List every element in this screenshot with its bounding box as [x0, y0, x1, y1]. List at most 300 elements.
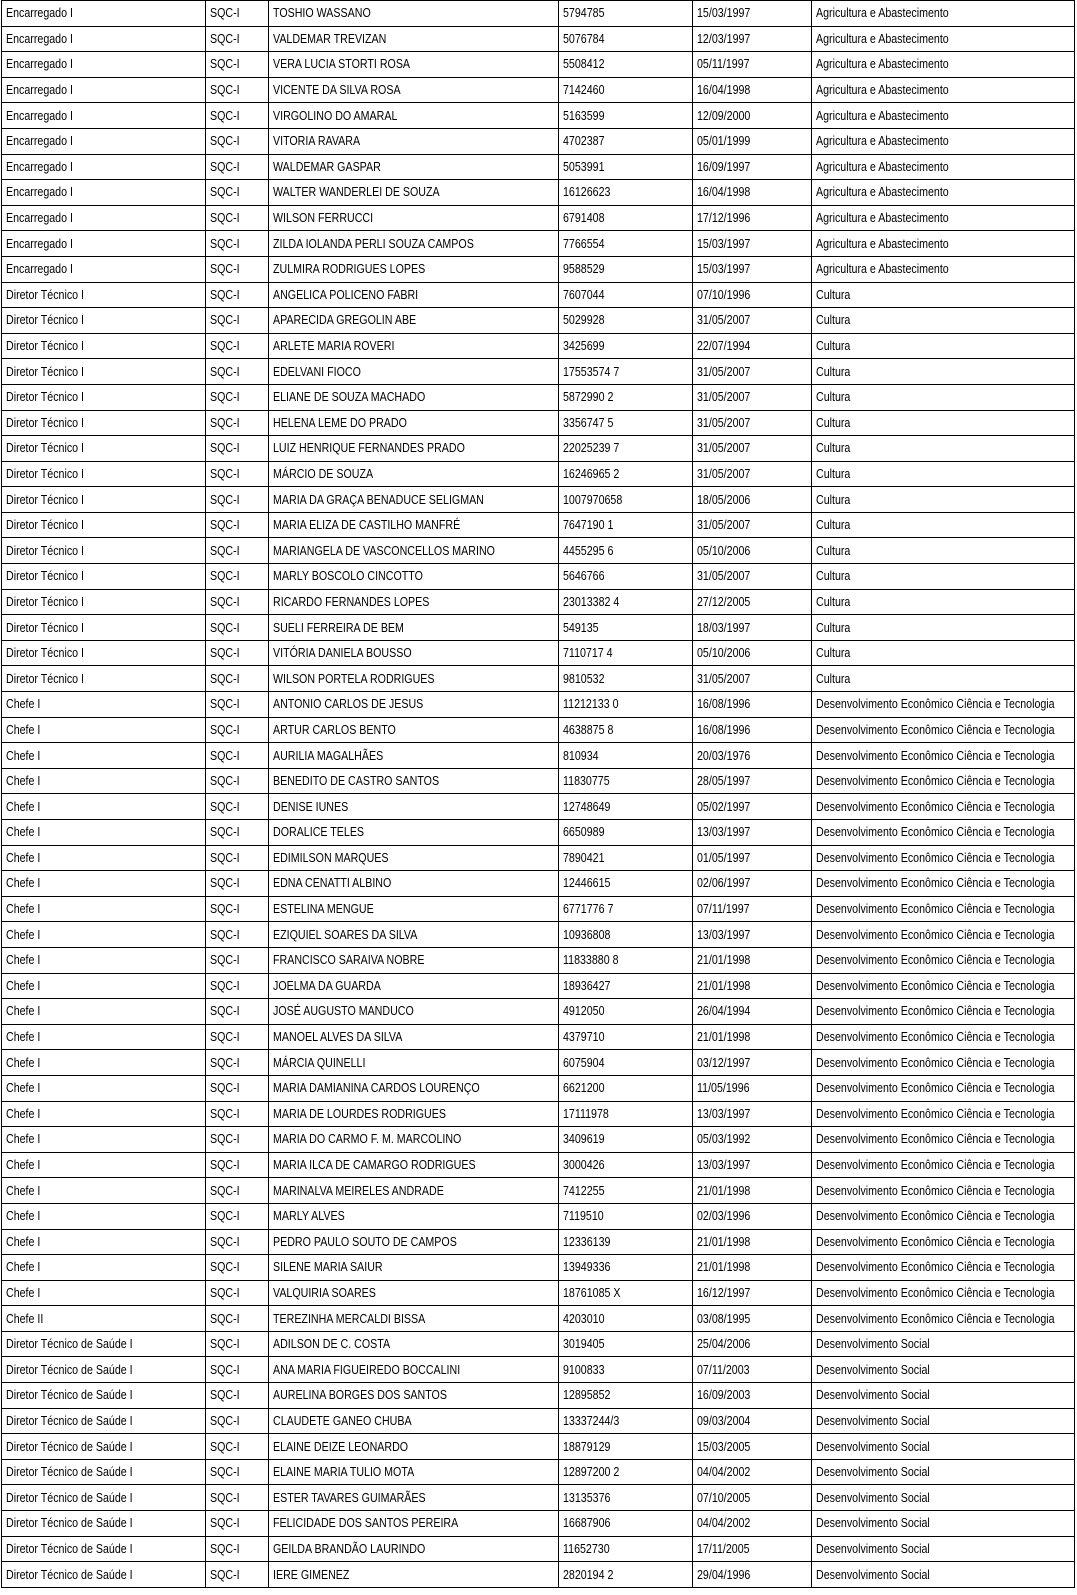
cell-secretaria-text: Cultura	[816, 465, 851, 481]
cell-data-text: 16/12/1997	[697, 1284, 751, 1300]
cell-nome	[269, 1511, 559, 1537]
cell-cargo-text: Chefe I	[6, 1233, 41, 1249]
cell-data-text: 09/03/2004	[697, 1412, 751, 1428]
cell-data	[693, 256, 812, 282]
cell-data-text: 27/12/2005	[697, 593, 751, 609]
cell-nome	[269, 1357, 559, 1383]
cell-ref-text: SQC-I	[210, 1336, 240, 1352]
cell-data	[693, 231, 812, 257]
cell-nome-text: ANTONIO CARLOS DE JESUS	[273, 696, 424, 712]
cell-rg-text: 18761085 X	[563, 1284, 621, 1300]
cell-data-text: 12/03/1997	[697, 30, 751, 46]
cell-ref	[206, 282, 269, 308]
cell-ref-text: SQC-I	[210, 1540, 240, 1556]
cell-cargo	[2, 768, 206, 794]
cell-data-text: 16/09/2003	[697, 1387, 751, 1403]
table-row	[2, 52, 1075, 78]
cell-nome	[269, 256, 559, 282]
table-row	[2, 922, 1075, 948]
cell-ref-text: SQC-I	[210, 645, 240, 661]
cell-secretaria	[812, 1562, 1075, 1588]
cell-nome-text: TEREZINHA MERCALDI BISSA	[273, 1310, 426, 1326]
table-row	[2, 512, 1075, 538]
cell-secretaria	[812, 538, 1075, 564]
cell-ref	[206, 436, 269, 462]
cell-cargo-text: Diretor Técnico I	[6, 338, 85, 354]
cell-secretaria-text: Desenvolvimento Econômico Ciência e Tecnologia	[816, 696, 1055, 712]
table-row	[2, 77, 1075, 103]
cell-ref-text: SQC-I	[210, 440, 240, 456]
table-row	[2, 1357, 1075, 1383]
cell-ref	[206, 1, 269, 27]
cell-cargo	[2, 1511, 206, 1537]
cell-cargo-text: Chefe I	[6, 1003, 41, 1019]
cell-nome-text: ESTER TAVARES GUIMARÃES	[273, 1489, 426, 1505]
cell-secretaria-text: Desenvolvimento Econômico Ciência e Tecnologia	[816, 1310, 1055, 1326]
cell-data	[693, 128, 812, 154]
cell-cargo	[2, 1536, 206, 1562]
employee-table	[1, 0, 1075, 1588]
cell-ref	[206, 1434, 269, 1460]
cell-secretaria	[812, 410, 1075, 436]
cell-rg	[559, 896, 693, 922]
cell-ref-text: SQC-I	[210, 952, 240, 968]
cell-secretaria-text: Desenvolvimento Social	[816, 1336, 930, 1352]
cell-cargo	[2, 1127, 206, 1153]
cell-secretaria-text: Cultura	[816, 389, 851, 405]
cell-nome	[269, 1050, 559, 1076]
cell-nome	[269, 896, 559, 922]
cell-cargo-text: Diretor Técnico I	[6, 645, 85, 661]
cell-secretaria	[812, 973, 1075, 999]
cell-nome-text: WALTER WANDERLEI DE SOUZA	[273, 184, 440, 200]
cell-ref	[206, 564, 269, 590]
cell-data-text: 13/03/1997	[697, 824, 751, 840]
cell-cargo-text: Chefe I	[6, 824, 41, 840]
cell-data-text: 13/03/1997	[697, 1105, 751, 1121]
cell-rg-text: 5508412	[563, 56, 605, 72]
cell-secretaria	[812, 1152, 1075, 1178]
cell-secretaria-text: Desenvolvimento Econômico Ciência e Tecnologia	[816, 977, 1055, 993]
cell-secretaria-text: Desenvolvimento Econômico Ciência e Tecnologia	[816, 1029, 1055, 1045]
cell-cargo	[2, 128, 206, 154]
cell-nome	[269, 154, 559, 180]
cell-rg-text: 13949336	[563, 1259, 611, 1275]
cell-data-text: 05/02/1997	[697, 798, 751, 814]
cell-data	[693, 768, 812, 794]
cell-ref	[206, 1255, 269, 1281]
cell-data	[693, 282, 812, 308]
cell-secretaria	[812, 1408, 1075, 1434]
cell-ref-text: SQC-I	[210, 286, 240, 302]
cell-ref	[206, 1511, 269, 1537]
cell-ref-text: SQC-I	[210, 1080, 240, 1096]
table-row	[2, 461, 1075, 487]
cell-secretaria	[812, 1434, 1075, 1460]
cell-nome	[269, 308, 559, 334]
cell-nome-text: ZILDA IOLANDA PERLI SOUZA CAMPOS	[273, 235, 474, 251]
cell-nome	[269, 845, 559, 871]
cell-rg-text: 18879129	[563, 1438, 611, 1454]
cell-rg-text: 4702387	[563, 133, 605, 149]
cell-rg	[559, 256, 693, 282]
cell-ref-text: SQC-I	[210, 824, 240, 840]
cell-ref-text: SQC-I	[210, 184, 240, 200]
cell-nome-text: MARIANGELA DE VASCONCELLOS MARINO	[273, 542, 495, 558]
cell-ref-text: SQC-I	[210, 1284, 240, 1300]
table-row	[2, 333, 1075, 359]
cell-secretaria-text: Desenvolvimento Econômico Ciência e Tecnologia	[816, 1131, 1055, 1147]
cell-data-text: 15/03/1997	[697, 261, 751, 277]
cell-secretaria	[812, 1024, 1075, 1050]
cell-ref-text: SQC-I	[210, 696, 240, 712]
cell-cargo-text: Diretor Técnico de Saúde I	[6, 1566, 133, 1582]
cell-data	[693, 154, 812, 180]
cell-cargo-text: Diretor Técnico de Saúde I	[6, 1438, 133, 1454]
cell-secretaria-text: Desenvolvimento Econômico Ciência e Tecnologia	[816, 798, 1055, 814]
cell-secretaria-text: Cultura	[816, 517, 851, 533]
cell-data-text: 18/05/2006	[697, 491, 751, 507]
cell-ref-text: SQC-I	[210, 107, 240, 123]
cell-cargo	[2, 794, 206, 820]
cell-rg	[559, 180, 693, 206]
cell-data-text: 31/05/2007	[697, 389, 751, 405]
cell-ref-text: SQC-I	[210, 491, 240, 507]
cell-rg	[559, 1178, 693, 1204]
cell-nome	[269, 1485, 559, 1511]
cell-ref	[206, 692, 269, 718]
cell-rg-text: 17553574 7	[563, 363, 620, 379]
table-row	[2, 1178, 1075, 1204]
cell-cargo-text: Encarregado I	[6, 5, 73, 21]
cell-rg-text: 3409619	[563, 1131, 605, 1147]
cell-cargo-text: Encarregado I	[6, 107, 73, 123]
cell-nome-text: GEILDA BRANDÃO LAURINDO	[273, 1540, 426, 1556]
cell-data	[693, 1408, 812, 1434]
cell-ref	[206, 768, 269, 794]
cell-nome	[269, 26, 559, 52]
cell-rg-text: 7412255	[563, 1182, 605, 1198]
cell-secretaria-text: Agricultura e Abastecimento	[816, 261, 949, 277]
cell-secretaria	[812, 205, 1075, 231]
cell-nome-text: EZIQUIEL SOARES DA SILVA	[273, 926, 418, 942]
cell-nome	[269, 436, 559, 462]
cell-ref-text: SQC-I	[210, 1387, 240, 1403]
cell-ref	[206, 1280, 269, 1306]
cell-nome	[269, 461, 559, 487]
cell-cargo-text: Encarregado I	[6, 82, 73, 98]
cell-rg	[559, 922, 693, 948]
cell-data-text: 31/05/2007	[697, 414, 751, 430]
cell-secretaria	[812, 896, 1075, 922]
cell-cargo-text: Diretor Técnico I	[6, 286, 85, 302]
cell-rg	[559, 794, 693, 820]
cell-cargo-text: Chefe I	[6, 1182, 41, 1198]
cell-ref-text: SQC-I	[210, 1464, 240, 1480]
cell-rg	[559, 333, 693, 359]
cell-data-text: 05/11/1997	[697, 56, 750, 72]
cell-secretaria-text: Desenvolvimento Econômico Ciência e Tecnologia	[816, 952, 1055, 968]
cell-secretaria	[812, 794, 1075, 820]
table-row	[2, 896, 1075, 922]
cell-rg	[559, 820, 693, 846]
cell-rg	[559, 1127, 693, 1153]
cell-secretaria-text: Desenvolvimento Econômico Ciência e Tecnologia	[816, 1105, 1055, 1121]
cell-secretaria-text: Agricultura e Abastecimento	[816, 210, 949, 226]
cell-ref	[206, 52, 269, 78]
cell-secretaria	[812, 461, 1075, 487]
cell-secretaria	[812, 768, 1075, 794]
cell-nome-text: MARIA ILCA DE CAMARGO RODRIGUES	[273, 1157, 476, 1173]
cell-ref	[206, 512, 269, 538]
cell-data	[693, 640, 812, 666]
cell-secretaria-text: Desenvolvimento Econômico Ciência e Tecnologia	[816, 1284, 1055, 1300]
cell-nome-text: VITÓRIA DANIELA BOUSSO	[273, 645, 412, 661]
cell-nome-text: CLAUDETE GANEO CHUBA	[273, 1412, 412, 1428]
cell-nome	[269, 410, 559, 436]
cell-cargo	[2, 871, 206, 897]
cell-rg-text: 22025239 7	[563, 440, 620, 456]
cell-rg	[559, 564, 693, 590]
table-row	[2, 845, 1075, 871]
cell-ref	[206, 461, 269, 487]
cell-rg-text: 11833880 8	[563, 952, 619, 968]
cell-ref-text: SQC-I	[210, 1157, 240, 1173]
cell-cargo	[2, 256, 206, 282]
cell-rg-text: 23013382 4	[563, 593, 620, 609]
cell-cargo	[2, 564, 206, 590]
cell-nome	[269, 640, 559, 666]
cell-data-text: 03/12/1997	[697, 1054, 751, 1070]
cell-secretaria-text: Desenvolvimento Social	[816, 1540, 930, 1556]
cell-cargo-text: Diretor Técnico I	[6, 542, 85, 558]
cell-nome	[269, 717, 559, 743]
cell-cargo-text: Chefe I	[6, 721, 41, 737]
cell-secretaria	[812, 1306, 1075, 1332]
cell-secretaria	[812, 1485, 1075, 1511]
cell-ref	[206, 128, 269, 154]
cell-nome-text: SILENE MARIA SAIUR	[273, 1259, 383, 1275]
cell-nome	[269, 77, 559, 103]
cell-rg-text: 7119510	[563, 1208, 604, 1224]
cell-cargo	[2, 205, 206, 231]
cell-data	[693, 1050, 812, 1076]
cell-cargo	[2, 1255, 206, 1281]
cell-rg	[559, 666, 693, 692]
cell-cargo-text: Diretor Técnico I	[6, 491, 85, 507]
cell-nome	[269, 922, 559, 948]
cell-nome	[269, 666, 559, 692]
cell-nome	[269, 743, 559, 769]
cell-cargo-text: Encarregado I	[6, 133, 73, 149]
cell-cargo-text: Diretor Técnico de Saúde I	[6, 1412, 133, 1428]
table-row	[2, 768, 1075, 794]
cell-data-text: 12/09/2000	[697, 107, 751, 123]
cell-ref-text: SQC-I	[210, 1438, 240, 1454]
cell-secretaria	[812, 359, 1075, 385]
cell-secretaria-text: Cultura	[816, 338, 851, 354]
cell-cargo-text: Encarregado I	[6, 56, 73, 72]
cell-secretaria	[812, 1050, 1075, 1076]
cell-cargo-text: Diretor Técnico I	[6, 619, 85, 635]
cell-cargo	[2, 717, 206, 743]
cell-cargo-text: Diretor Técnico de Saúde I	[6, 1489, 133, 1505]
cell-nome-text: AURILIA MAGALHÃES	[273, 747, 384, 763]
cell-rg-text: 6621200	[563, 1080, 605, 1096]
cell-cargo-text: Diretor Técnico I	[6, 568, 85, 584]
cell-secretaria	[812, 231, 1075, 257]
cell-cargo	[2, 461, 206, 487]
cell-cargo	[2, 1383, 206, 1409]
cell-rg-text: 16687906	[563, 1515, 611, 1531]
cell-nome-text: JOSÉ AUGUSTO MANDUCO	[273, 1003, 414, 1019]
cell-data-text: 13/03/1997	[697, 1157, 751, 1173]
cell-nome-text: JOELMA DA GUARDA	[273, 977, 381, 993]
cell-secretaria	[812, 180, 1075, 206]
cell-nome-text: ELAINE MARIA TULIO MOTA	[273, 1464, 415, 1480]
cell-nome	[269, 1229, 559, 1255]
cell-nome	[269, 1178, 559, 1204]
cell-secretaria-text: Cultura	[816, 568, 851, 584]
cell-secretaria-text: Desenvolvimento Social	[816, 1515, 930, 1531]
cell-rg	[559, 999, 693, 1025]
cell-rg	[559, 77, 693, 103]
cell-secretaria	[812, 1203, 1075, 1229]
cell-secretaria	[812, 947, 1075, 973]
cell-data	[693, 794, 812, 820]
cell-secretaria-text: Desenvolvimento Econômico Ciência e Tecnologia	[816, 1233, 1055, 1249]
cell-rg-text: 9810532	[563, 670, 605, 686]
cell-nome-text: RICARDO FERNANDES LOPES	[273, 593, 430, 609]
table-row	[2, 538, 1075, 564]
cell-secretaria-text: Desenvolvimento Econômico Ciência e Tecnologia	[816, 1157, 1055, 1173]
cell-rg	[559, 1408, 693, 1434]
cell-cargo	[2, 103, 206, 129]
cell-cargo	[2, 538, 206, 564]
cell-rg-text: 6075904	[563, 1054, 605, 1070]
cell-secretaria-text: Agricultura e Abastecimento	[816, 107, 949, 123]
cell-cargo	[2, 384, 206, 410]
cell-data-text: 16/04/1998	[697, 82, 751, 98]
cell-nome-text: FELICIDADE DOS SANTOS PEREIRA	[273, 1515, 459, 1531]
cell-secretaria	[812, 1, 1075, 27]
cell-cargo-text: Chefe I	[6, 773, 41, 789]
cell-rg	[559, 359, 693, 385]
cell-data-text: 31/05/2007	[697, 465, 751, 481]
cell-secretaria-text: Cultura	[816, 619, 851, 635]
cell-ref	[206, 1075, 269, 1101]
cell-cargo-text: Chefe I	[6, 747, 41, 763]
cell-nome	[269, 1255, 559, 1281]
table-row	[2, 1536, 1075, 1562]
cell-data	[693, 1152, 812, 1178]
cell-data	[693, 1306, 812, 1332]
cell-data	[693, 538, 812, 564]
cell-data	[693, 820, 812, 846]
cell-cargo-text: Chefe I	[6, 1284, 41, 1300]
cell-rg-text: 3425699	[563, 338, 605, 354]
cell-ref-text: SQC-I	[210, 517, 240, 533]
cell-cargo	[2, 820, 206, 846]
table-row	[2, 1434, 1075, 1460]
cell-ref	[206, 896, 269, 922]
cell-secretaria-text: Cultura	[816, 414, 851, 430]
cell-ref	[206, 1408, 269, 1434]
cell-secretaria-text: Cultura	[816, 593, 851, 609]
cell-secretaria	[812, 436, 1075, 462]
cell-ref-text: SQC-I	[210, 1105, 240, 1121]
cell-data	[693, 1127, 812, 1153]
cell-rg	[559, 589, 693, 615]
cell-nome	[269, 1280, 559, 1306]
cell-rg	[559, 871, 693, 897]
cell-secretaria	[812, 1383, 1075, 1409]
table-body	[2, 1, 1075, 1588]
table-row	[2, 1408, 1075, 1434]
cell-data	[693, 205, 812, 231]
cell-ref	[206, 1229, 269, 1255]
cell-rg-text: 6771776 7	[563, 901, 614, 917]
cell-data	[693, 999, 812, 1025]
cell-data	[693, 743, 812, 769]
cell-nome-text: MARIA DO CARMO F. M. MARCOLINO	[273, 1131, 462, 1147]
cell-ref	[206, 1050, 269, 1076]
table-row	[2, 180, 1075, 206]
cell-cargo-text: Chefe I	[6, 901, 41, 917]
cell-nome-text: VALQUIRIA SOARES	[273, 1284, 376, 1300]
cell-ref-text: SQC-I	[210, 542, 240, 558]
cell-ref	[206, 947, 269, 973]
cell-data-text: 16/09/1997	[697, 158, 751, 174]
cell-secretaria-text: Desenvolvimento Social	[816, 1566, 930, 1582]
cell-secretaria-text: Agricultura e Abastecimento	[816, 30, 949, 46]
cell-data	[693, 615, 812, 641]
cell-secretaria	[812, 1280, 1075, 1306]
cell-rg-text: 12446615	[563, 875, 611, 891]
cell-data	[693, 1203, 812, 1229]
cell-cargo	[2, 1203, 206, 1229]
table-row	[2, 1, 1075, 27]
cell-nome	[269, 1408, 559, 1434]
table-row	[2, 205, 1075, 231]
cell-secretaria-text: Cultura	[816, 491, 851, 507]
cell-data-text: 05/01/1999	[697, 133, 751, 149]
cell-data-text: 17/12/1996	[697, 210, 751, 226]
cell-ref	[206, 103, 269, 129]
cell-cargo	[2, 1, 206, 27]
table-row	[2, 1127, 1075, 1153]
cell-cargo-text: Encarregado I	[6, 261, 73, 277]
cell-cargo	[2, 77, 206, 103]
cell-cargo	[2, 410, 206, 436]
cell-ref-text: SQC-I	[210, 568, 240, 584]
cell-rg-text: 9100833	[563, 1361, 605, 1377]
cell-nome	[269, 1203, 559, 1229]
cell-rg	[559, 1357, 693, 1383]
cell-ref	[206, 1203, 269, 1229]
cell-ref	[206, 410, 269, 436]
cell-nome	[269, 512, 559, 538]
cell-data	[693, 896, 812, 922]
cell-secretaria	[812, 820, 1075, 846]
cell-cargo	[2, 359, 206, 385]
cell-cargo-text: Chefe I	[6, 1131, 41, 1147]
table-row	[2, 794, 1075, 820]
cell-cargo	[2, 487, 206, 513]
table-row	[2, 128, 1075, 154]
cell-data	[693, 1255, 812, 1281]
cell-ref	[206, 640, 269, 666]
